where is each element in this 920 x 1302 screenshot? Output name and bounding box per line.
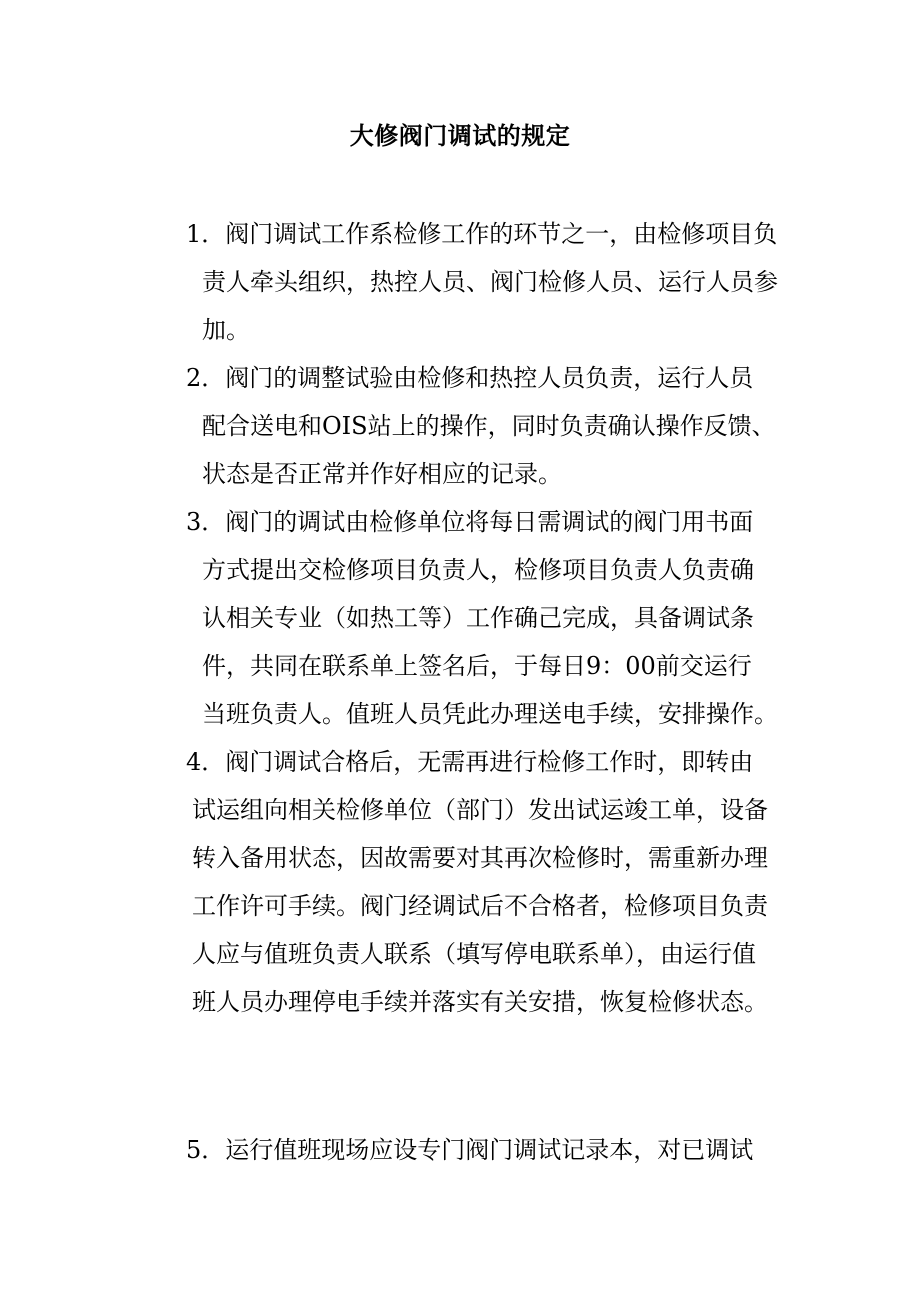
list-item-3 — [186, 498, 792, 738]
item-3-line-2: 方式提出交检修项目负责人，检修项目负责人负责确 — [202, 556, 754, 584]
item-4-line-2: 试运组向相关检修单位（部门）发出试运竣工单，设备 — [192, 796, 768, 824]
list-item-5 — [186, 1126, 792, 1174]
list-item-1 — [186, 210, 792, 354]
item-3-line-5: 当班负责人。值班人员凭此办理送电手续，安排操作。 — [202, 700, 778, 728]
item-3-line-4: 件，共同在联系单上签名后，于每日9：00前交运行 — [202, 652, 752, 680]
item-2-line-2: 配合送电和OIS站上的操作，同时负责确认操作反馈、 — [202, 412, 776, 440]
item-3-line-3: 认相关专业（如热工等）工作确己完成，具备调试条 — [202, 604, 754, 632]
item-2-line-3: 状态是否正常并作好相应的记录。 — [202, 460, 562, 488]
item-3-line-1: 3．阀门的调试由检修单位将每日需调试的阀门用书面 — [186, 508, 754, 536]
item-1-line-1: 1．阀门调试工作系检修工作的环节之一，由检修项目负 — [186, 220, 778, 248]
list-item-4 — [186, 738, 792, 1026]
item-4-line-6: 班人员办理停电手续并落实有关安措，恢复检修状态。 — [192, 988, 768, 1016]
item-5-line-1: 5．运行值班现场应设专门阀门调试记录本，对已调试 — [186, 1136, 754, 1164]
item-4-line-3: 转入备用状态，因故需要对其再次检修时，需重新办理 — [192, 844, 768, 872]
item-1-line-2: 责人牵头组织，热控人员、阀门检修人员、运行人员参 — [202, 268, 778, 296]
item-4-line-4: 工作许可手续。阀门经调试后不合格者，检修项目负责 — [192, 892, 768, 920]
item-4-line-5: 人应与值班负责人联系（填写停电联系单），由运行值 — [192, 940, 756, 968]
item-1-line-3: 加。 — [202, 316, 250, 344]
item-4-line-1: 4．阀门调试合格后，无需再进行检修工作时，即转由 — [186, 748, 754, 776]
list-item-2 — [186, 354, 792, 498]
item-2-line-1: 2．阀门的调整试验由检修和热控人员负责，运行人员 — [186, 364, 754, 392]
document-title: 大修阀门调试的规定 — [349, 121, 571, 150]
